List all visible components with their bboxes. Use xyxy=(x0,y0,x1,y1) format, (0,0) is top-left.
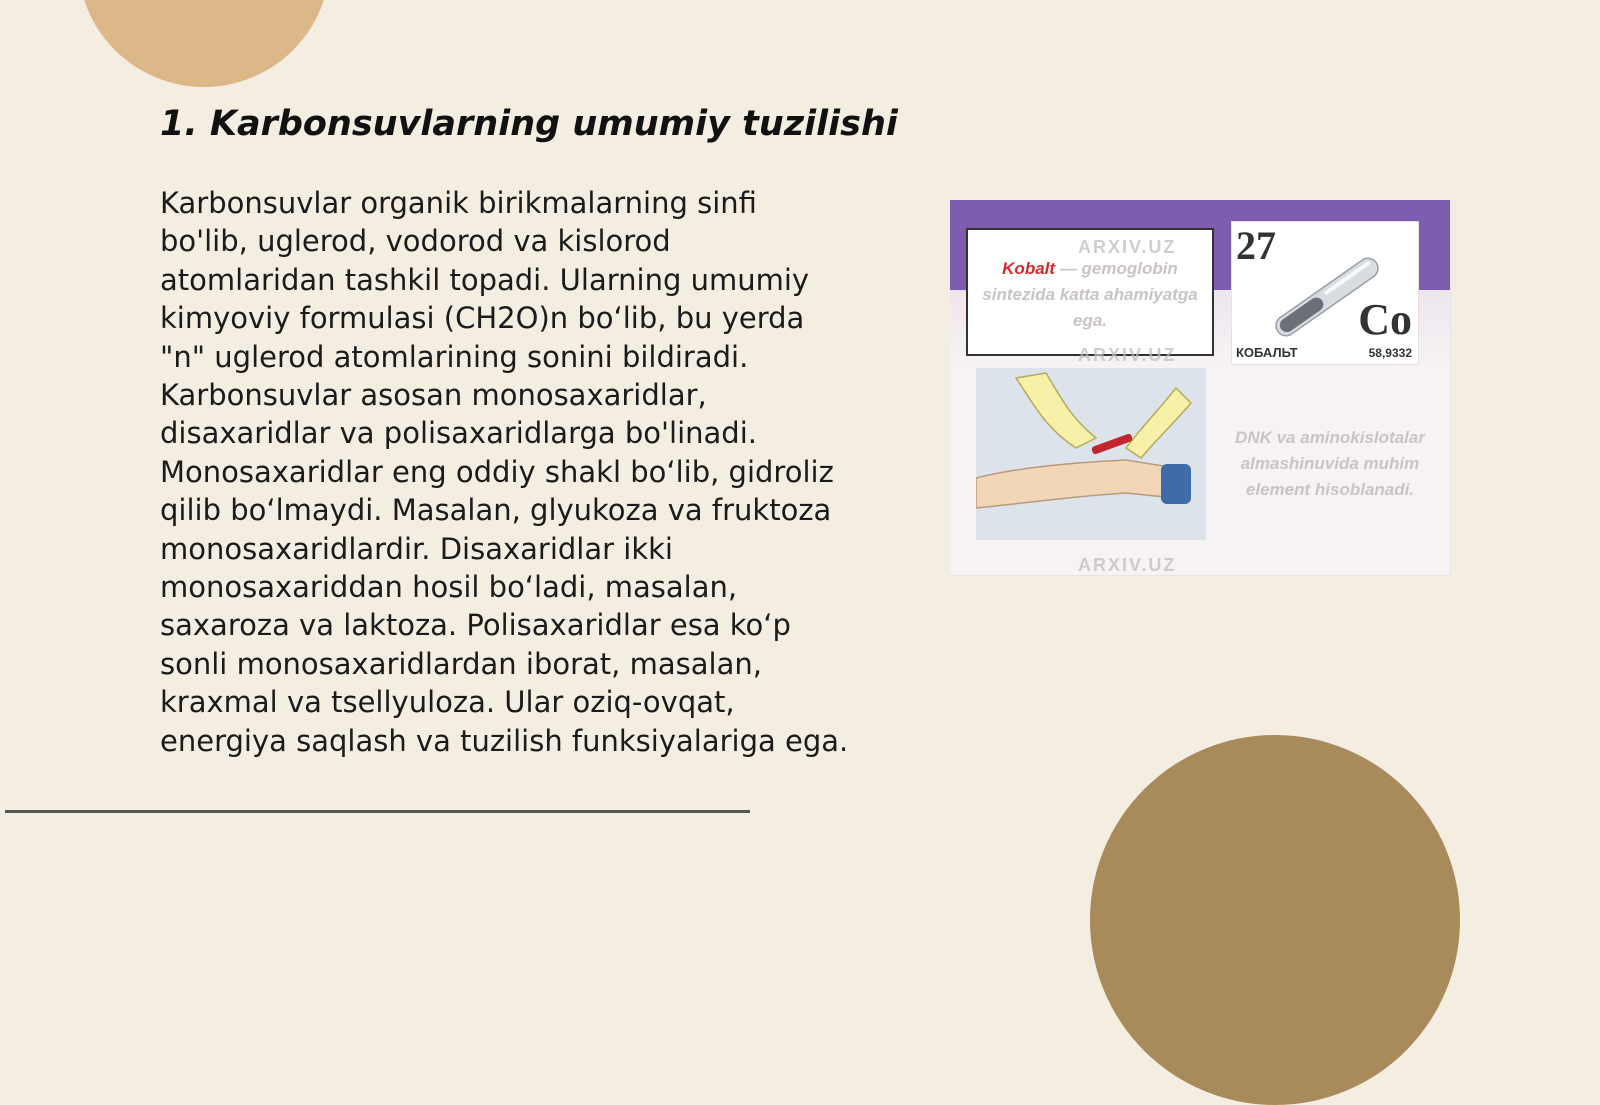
blood-draw-drawing xyxy=(976,368,1206,540)
blood-draw-scene xyxy=(976,368,1206,540)
slide-title: 1. Karbonsuvlarning umumiy tuzilishi xyxy=(160,104,898,144)
element-card xyxy=(1232,222,1418,364)
decorative-circle-bottom xyxy=(1090,735,1460,1105)
element-mass: 58,9332 xyxy=(1368,346,1412,360)
element-symbol: Co xyxy=(1358,295,1412,344)
element-name: КОБАЛЬТ xyxy=(1236,345,1298,360)
caption-text: — gemoglobin sintezida katta ahamiyatga ega. xyxy=(982,259,1198,330)
element-number: 27 xyxy=(1236,223,1276,268)
watermark-3: ARXIV.UZ xyxy=(1078,555,1177,575)
cobalt-illustration xyxy=(950,200,1451,576)
decorative-circle-top xyxy=(78,0,330,87)
divider-line xyxy=(5,810,750,813)
watermark-1: ARXIV.UZ xyxy=(1078,237,1177,257)
slide-body-text: Karbonsuvlar organik birikmalarning sinfi bo'lib, uglerod, vodorod va kislorod atomlaridan tashkil topadi. Ularning umumiy kimyoviy formulasi (CH2O)n bo‘lib, bu yerda "n" uglerod atomlarining sonini bildiradi. Karbonsuvlar asosan monosaxaridlar, disaxaridlar va polisaxaridlarga bo'linadi. Monosaxaridlar eng oddiy shakl bo‘lib, gidroliz qilib bo‘lmaydi. Masalan, glyukoza va fruktoza monosaxaridlardir. Disaxaridlar ikki monosaxariddan hosil bo‘ladi, masalan, saxaroza va laktoza. Polisaxaridlar esa ko‘p sonli monosaxaridlardan iborat, masalan, kraxmal va tsellyuloza. Ular oziq-ovqat, energiya saqlash va tuzilish funksiyalariga ega. xyxy=(160,186,849,758)
cobalt-note-text: DNK va aminokislotalar almashinuvida muhim element hisoblanadi. xyxy=(1235,428,1425,499)
watermark-2: ARXIV.UZ xyxy=(1078,345,1177,365)
caption-keyword: Kobalt xyxy=(1002,259,1056,278)
